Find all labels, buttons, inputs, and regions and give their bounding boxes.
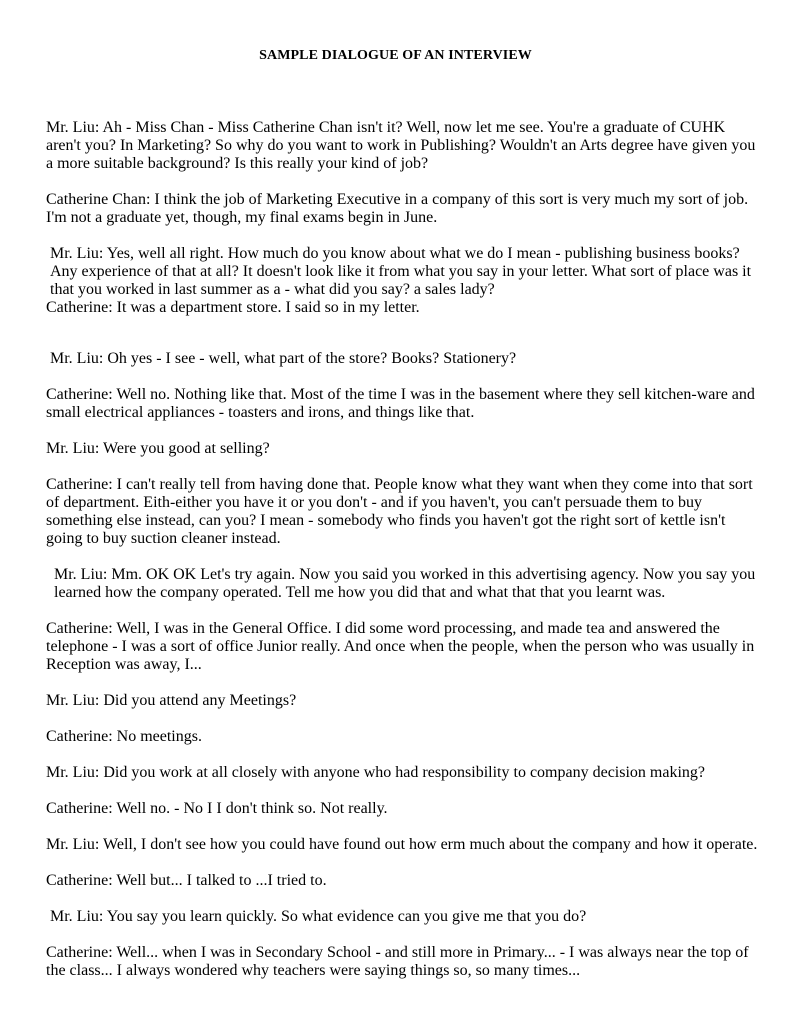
dialogue-line-liu: Mr. Liu: Did you attend any Meetings? bbox=[46, 692, 297, 709]
dialogue-line-catherine: Catherine: It was a department store. I said so in my letter. bbox=[46, 299, 420, 316]
dialogue-line-catherine: Catherine: Well no. Nothing like that. Most of the time I was in the basement where they sell kitchen-ware and small electrical appliances - toasters and irons, and things like that. bbox=[46, 386, 755, 421]
dialogue-line-catherine: Catherine: No meetings. bbox=[46, 728, 202, 745]
dialogue-body bbox=[46, 119, 762, 998]
document-title: SAMPLE DIALOGUE OF AN INTERVIEW bbox=[259, 48, 532, 63]
dialogue-line-liu: Mr. Liu: Ah - Miss Chan - Miss Catherine Chan isn't it? Well, now let me see. You're a graduate of CUHK aren't you? In Marketing? So why do you want to work in Publishing? Wouldn't an Arts degree have given you a more suitable background? Is this really your kind of job? bbox=[46, 119, 756, 172]
dialogue-line-liu: Mr. Liu: Did you work at all closely with anyone who had responsibility to company decision making? bbox=[46, 764, 705, 781]
dialogue-line-catherine: Catherine: I can't really tell from having done that. People know what they want when they come into that sort of department. Eith-either you have it or you don't - and if you haven't, you can't persuade them to buy something else instead, can you? I mean - somebody who finds you haven't got the right sort of kettle isn't going to buy suction cleaner instead. bbox=[46, 476, 753, 547]
dialogue-line-catherine: Catherine: Well no. - No I I don't think so. Not really. bbox=[46, 800, 388, 817]
dialogue-line-catherine: Catherine: Well but... I talked to ...I tried to. bbox=[46, 872, 327, 889]
dialogue-line-liu: Mr. Liu: Yes, well all right. How much do you know about what we do I mean - publishing business books? Any experience of that at all? It doesn't look like it from what you say in your letter. What sort of place was it that you worked in last summer as a - what did you say? a sales lady? bbox=[50, 245, 752, 298]
dialogue-line-liu: Mr. Liu: Mm. OK OK Let's try again. Now you said you worked in this advertising agency. Now you say you learned how the company operated. Tell me how you did that and what that that you learnt was. bbox=[54, 566, 756, 601]
dialogue-line-catherine: Catherine: Well... when I was in Secondary School - and still more in Primary... - I was always near the top of the class... I always wondered why teachers were saying things so, so many times... bbox=[46, 944, 749, 979]
dialogue-line-catherine: Catherine: Well, I was in the General Office. I did some word processing, and made tea and answered the telephone - I was a sort of office Junior really. And once when the people, when the person who was usually in Reception was away, I... bbox=[46, 620, 755, 673]
dialogue-line-liu: Mr. Liu: Oh yes - I see - well, what part of the store? Books? Stationery? bbox=[50, 350, 517, 367]
dialogue-line-liu: Mr. Liu: Well, I don't see how you could have found out how erm much about the company and how it operate. bbox=[46, 836, 758, 853]
dialogue-line-liu: Mr. Liu: You say you learn quickly. So what evidence can you give me that you do? bbox=[50, 908, 587, 925]
dialogue-line-catherine: Catherine Chan: I think the job of Marketing Executive in a company of this sort is very much my sort of job. I'm not a graduate yet, though, my final exams begin in June. bbox=[46, 191, 749, 226]
dialogue-line-liu: Mr. Liu: Were you good at selling? bbox=[46, 440, 270, 457]
